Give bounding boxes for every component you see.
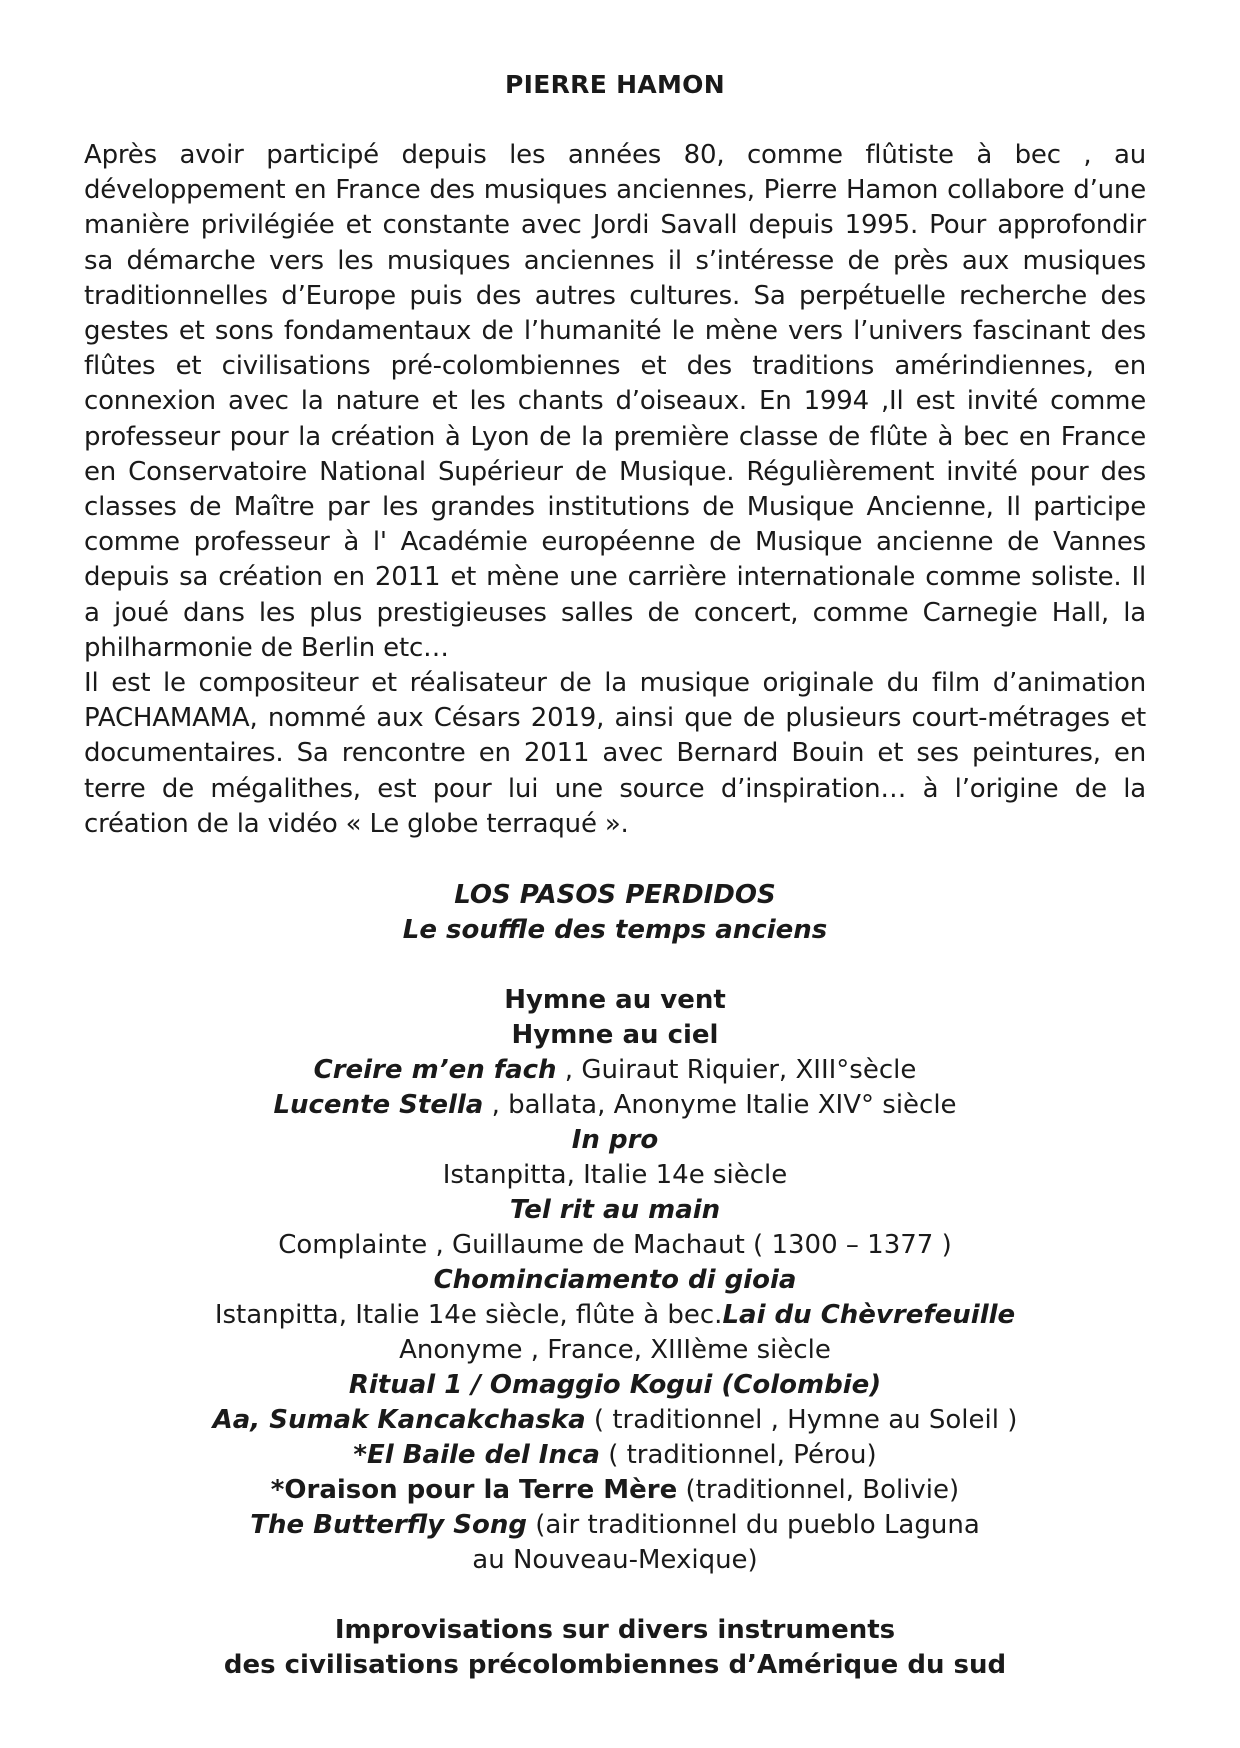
spacer: [84, 948, 1146, 983]
item-7-title: Chominciamento di gioia: [433, 1265, 797, 1296]
item-6-detail: Complainte , Guillaume de Machaut ( 1300 – 1377 ): [278, 1230, 952, 1261]
item-13-title: The Butterfly Song: [250, 1510, 527, 1541]
program-item-3: [84, 1053, 1146, 1088]
item-10-detail: ( traditionnel , Hymne au Soleil ): [585, 1405, 1018, 1436]
item-4-title: Lucente Stella: [273, 1090, 484, 1121]
program-closing-2: des civilisations précolombiennes d’Amérique du sud: [223, 1650, 1007, 1681]
program-item-10: [84, 1403, 1146, 1438]
bio-paragraph-1: Après avoir participé depuis les années 80, comme flûtiste à bec , au développement en France des musiques anciennes, Pierre Hamon collabore d’une manière privilégiée et constante avec Jordi Savall depuis 1995. Pour approfondir sa démarche vers les musiques anciennes il s’intéresse de près aux musiques traditionnelles d’Europe puis des autres cultures. Sa perpétuelle recherche des gestes et sons fondamentaux de l’humanité le mène vers l’univers fascinant des flûtes et civilisations pré-colombiennes et des traditions amérindiennes, en connexion avec la nature et les chants d’oiseaux. En 1994 ,Il est invité comme professeur pour la création à Lyon de la première classe de flûte à bec en France en Conservatoire National Supérieur de Musique. Régulièrement invité pour des classes de Maître par les grandes institutions de Musique Ancienne, Il participe comme professeur à l' Académie européenne de Musique ancienne de Vannes depuis sa création en 2011 et mène une carrière internationale comme soliste. Il a joué dans les plus prestigieuses salles de concert, comme Carnegie Hall, la philharmonie de Berlin etc…: [84, 140, 1146, 663]
concert-program: [84, 878, 1146, 1683]
item-5-title: In pro: [571, 1125, 659, 1156]
item-5-detail: Istanpitta, Italie 14e siècle: [442, 1160, 788, 1191]
program-item-13: [84, 1508, 1146, 1543]
program-title: LOS PASOS PERDIDOS: [454, 880, 776, 911]
page-title: PIERRE HAMON: [505, 70, 725, 99]
bio-paragraph-2: Il est le compositeur et réalisateur de la musique originale du film d’animation PACHAMAMA, nommé aux Césars 2019, ainsi que de plusieurs court-métrages et documentaires. Sa rencontre en 2011 avec Bernard Bouin et ses peintures, en terre de mégalithes, est pour lui une source d’inspiration… à l’origine de la création de la vidéo « Le globe terraqué ».: [84, 668, 1146, 839]
spacer: [84, 1578, 1146, 1613]
item-11-detail: ( traditionnel, Pérou): [599, 1440, 877, 1471]
program-item-2: Hymne au ciel: [511, 1020, 719, 1051]
program-item-7-8: [84, 1298, 1146, 1333]
item-8-title: Lai du Chèvrefeuille: [722, 1300, 1016, 1331]
item-8-detail: Anonyme , France, XIIIème siècle: [399, 1335, 831, 1366]
program-closing-1: Improvisations sur divers instruments: [334, 1615, 896, 1646]
program-item-1: Hymne au vent: [504, 985, 726, 1016]
item-10-title: Aa, Sumak Kancakchaska: [212, 1405, 586, 1436]
item-12-title: *Oraison pour la Terre Mère: [270, 1475, 678, 1506]
program-item-11: [84, 1438, 1146, 1473]
item-13-detail-1: (air traditionnel du pueblo Laguna: [526, 1510, 980, 1541]
item-7-detail: Istanpitta, Italie 14e siècle, flûte à bec.: [214, 1300, 723, 1331]
item-11-title: *El Baile del Inca: [353, 1440, 600, 1471]
item-3-title: Creire m’en fach: [313, 1055, 557, 1086]
program-subtitle: Le souffle des temps anciens: [402, 915, 828, 946]
program-item-12: [84, 1473, 1146, 1508]
item-6-title: Tel rit au main: [509, 1195, 721, 1226]
item-3-detail: , Guiraut Riquier, XIII°sècle: [556, 1055, 917, 1086]
item-13-detail-2: au Nouveau-Mexique): [472, 1545, 758, 1576]
program-item-4: [84, 1088, 1146, 1123]
item-4-detail: , ballata, Anonyme Italie XIV° siècle: [483, 1090, 957, 1121]
item-12-detail: (traditionnel, Bolivie): [677, 1475, 960, 1506]
item-9-title: Ritual 1 / Omaggio Kogui (Colombie): [348, 1370, 882, 1401]
biography: [84, 138, 1146, 842]
